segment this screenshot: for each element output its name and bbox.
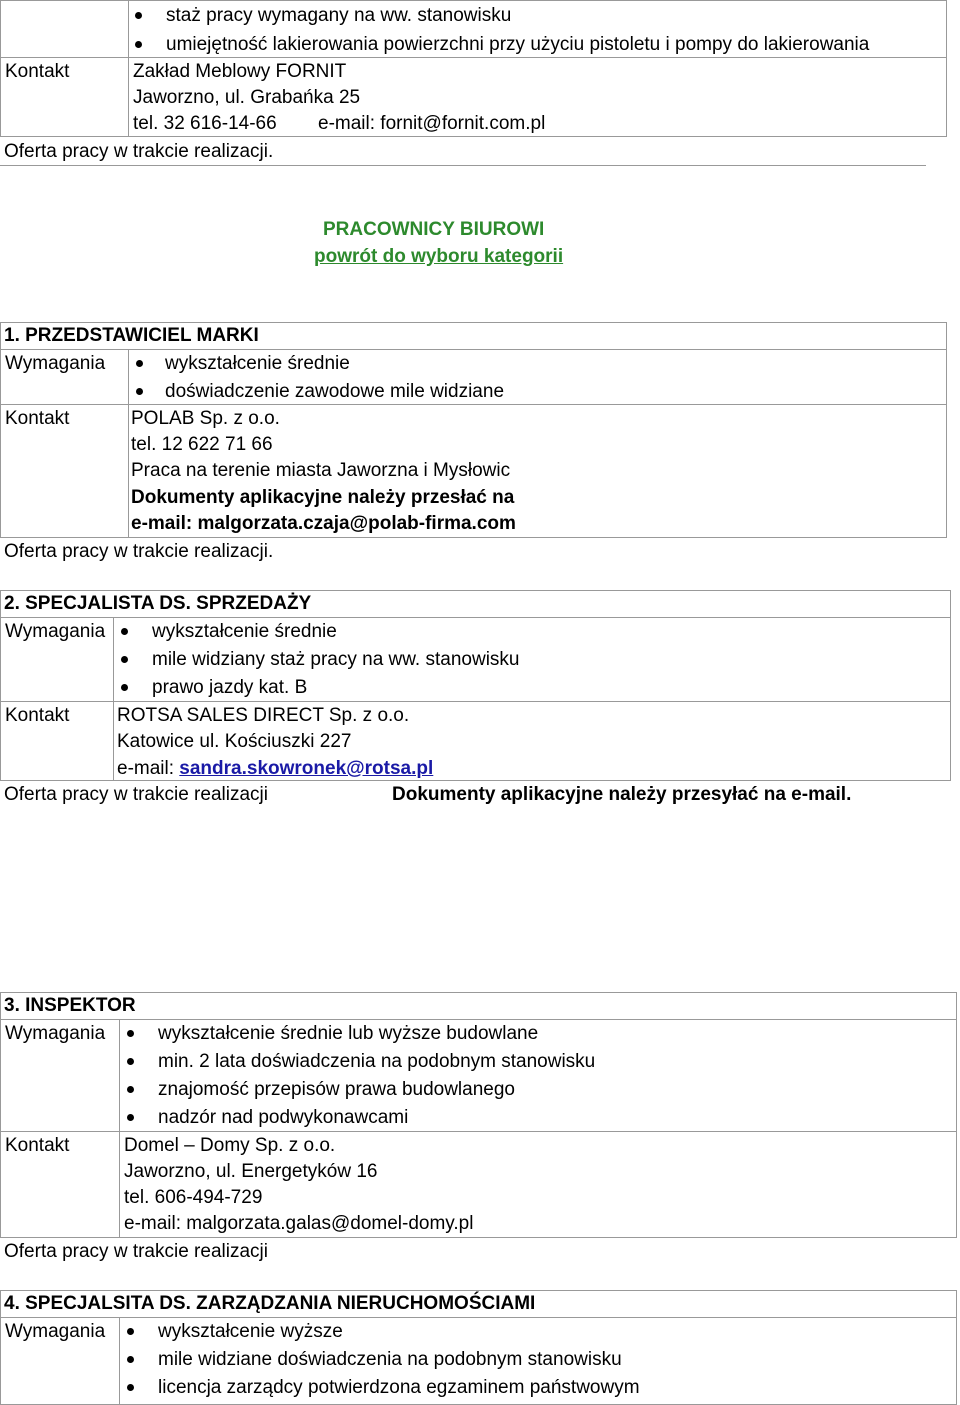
email-link[interactable]: sandra.skowronek@rotsa.pl: [179, 758, 434, 779]
offer-title: 4. SPECJALSITA DS. ZARZĄDZANIA NIERUCHOMOŚCIAMI: [4, 1293, 536, 1314]
requirement-item: min. 2 lata doświadczenia na podobnym stanowisku: [158, 1051, 596, 1072]
offer-table-column-divider: [119, 1317, 120, 1405]
requirement-item: znajomość przepisów prawa budowlanego: [158, 1079, 515, 1100]
offer-table-row-divider: [0, 349, 947, 350]
company-address: Katowice ul. Kościuszki 227: [117, 731, 352, 752]
contact-label: Kontakt: [5, 61, 70, 82]
contact-label: Kontakt: [5, 705, 70, 726]
top-table-column-divider: [128, 0, 129, 137]
contact-label: Kontakt: [5, 408, 70, 429]
requirement-item: licencja zarządcy potwierdzona egzaminem państwowym: [158, 1377, 640, 1398]
bullet-icon: [121, 628, 128, 635]
bullet-icon: [135, 41, 142, 48]
requirement-item: nadzór nad podwykonawcami: [158, 1107, 409, 1128]
bullet-icon: [121, 684, 128, 691]
company-phone: tel. 606-494-729: [124, 1187, 263, 1208]
status-underline: [0, 165, 926, 166]
offer-status: Oferta pracy w trakcie realizacji: [4, 784, 268, 805]
offer-table-column-divider: [113, 617, 114, 781]
company-phone: tel. 32 616-14-66: [133, 113, 277, 134]
requirement-item: wykształcenie średnie lub wyższe budowlane: [158, 1023, 539, 1044]
company-email: e-mail: malgorzata.galas@domel-domy.pl: [124, 1213, 474, 1234]
offer-status: Oferta pracy w trakcie realizacji.: [4, 141, 274, 162]
company-address: Jaworzno, ul. Grabańka 25: [133, 87, 361, 108]
requirement-item: wykształcenie średnie: [152, 621, 337, 642]
company-email: e-mail: malgorzata.czaja@polab-firma.com: [131, 513, 516, 534]
offer-table-row-divider: [0, 1317, 957, 1318]
bullet-icon: [136, 360, 143, 367]
bullet-icon: [121, 656, 128, 663]
requirement-item: wykształcenie średnie: [165, 353, 350, 374]
offer-table-column-divider: [128, 349, 129, 538]
offer-table-row-divider: [0, 617, 951, 618]
bullet-icon: [127, 1384, 134, 1391]
requirements-label: Wymagania: [5, 1023, 106, 1044]
bullet-icon: [127, 1328, 134, 1335]
bullet-icon: [136, 388, 143, 395]
company-phone: tel. 12 622 71 66: [131, 434, 273, 455]
email-label: e-mail:: [117, 758, 180, 779]
company-email: e-mail: fornit@fornit.com.pl: [318, 113, 546, 134]
company-name: Zakład Meblowy FORNIT: [133, 61, 347, 82]
offer-status: Oferta pracy w trakcie realizacji: [4, 1241, 268, 1262]
application-note: Dokumenty aplikacyjne należy przesłać na: [131, 487, 515, 508]
requirements-label: Wymagania: [5, 1321, 106, 1342]
offer-title: 1. PRZEDSTAWICIEL MARKI: [4, 325, 259, 346]
requirement-item: umiejętność lakierowania powierzchni przy użyciu pistoletu i pompy do lakierowania: [166, 34, 870, 55]
company-email: [117, 755, 433, 782]
bullet-icon: [127, 1086, 134, 1093]
requirements-label: Wymagania: [5, 353, 106, 374]
requirement-item: mile widziane doświadczenia na podobnym stanowisku: [158, 1349, 622, 1370]
bullet-icon: [135, 12, 142, 19]
application-note: Dokumenty aplikacyjne należy przesyłać na e-mail.: [392, 784, 852, 805]
offer-status: Oferta pracy w trakcie realizacji.: [4, 541, 274, 562]
bullet-icon: [127, 1114, 134, 1121]
work-location: Praca na terenie miasta Jaworzna i Mysłowic: [131, 460, 511, 481]
offer-title: 3. INSPEKTOR: [4, 995, 136, 1016]
company-name: ROTSA SALES DIRECT Sp. z o.o.: [117, 705, 410, 726]
offer-table-column-divider: [119, 1019, 120, 1238]
offer-title: 2. SPECJALISTA DS. SPRZEDAŻY: [4, 593, 312, 614]
requirement-item: doświadczenie zawodowe mile widziane: [165, 381, 505, 402]
back-to-categories-link[interactable]: powrót do wyboru kategorii: [314, 246, 564, 267]
company-name: Domel – Domy Sp. z o.o.: [124, 1135, 336, 1156]
bullet-icon: [127, 1356, 134, 1363]
requirement-item: prawo jazdy kat. B: [152, 677, 308, 698]
company-address: Jaworzno, ul. Energetyków 16: [124, 1161, 378, 1182]
requirement-item: mile widziany staż pracy na ww. stanowisku: [152, 649, 520, 670]
requirements-label: Wymagania: [5, 621, 106, 642]
bullet-icon: [127, 1058, 134, 1065]
contact-label: Kontakt: [5, 1135, 70, 1156]
requirement-item: wykształcenie wyższe: [158, 1321, 343, 1342]
category-title: PRACOWNICY BIUROWI: [323, 219, 545, 240]
bullet-icon: [127, 1030, 134, 1037]
company-name: POLAB Sp. z o.o.: [131, 408, 280, 429]
requirement-item: staż pracy wymagany na ww. stanowisku: [166, 5, 512, 26]
